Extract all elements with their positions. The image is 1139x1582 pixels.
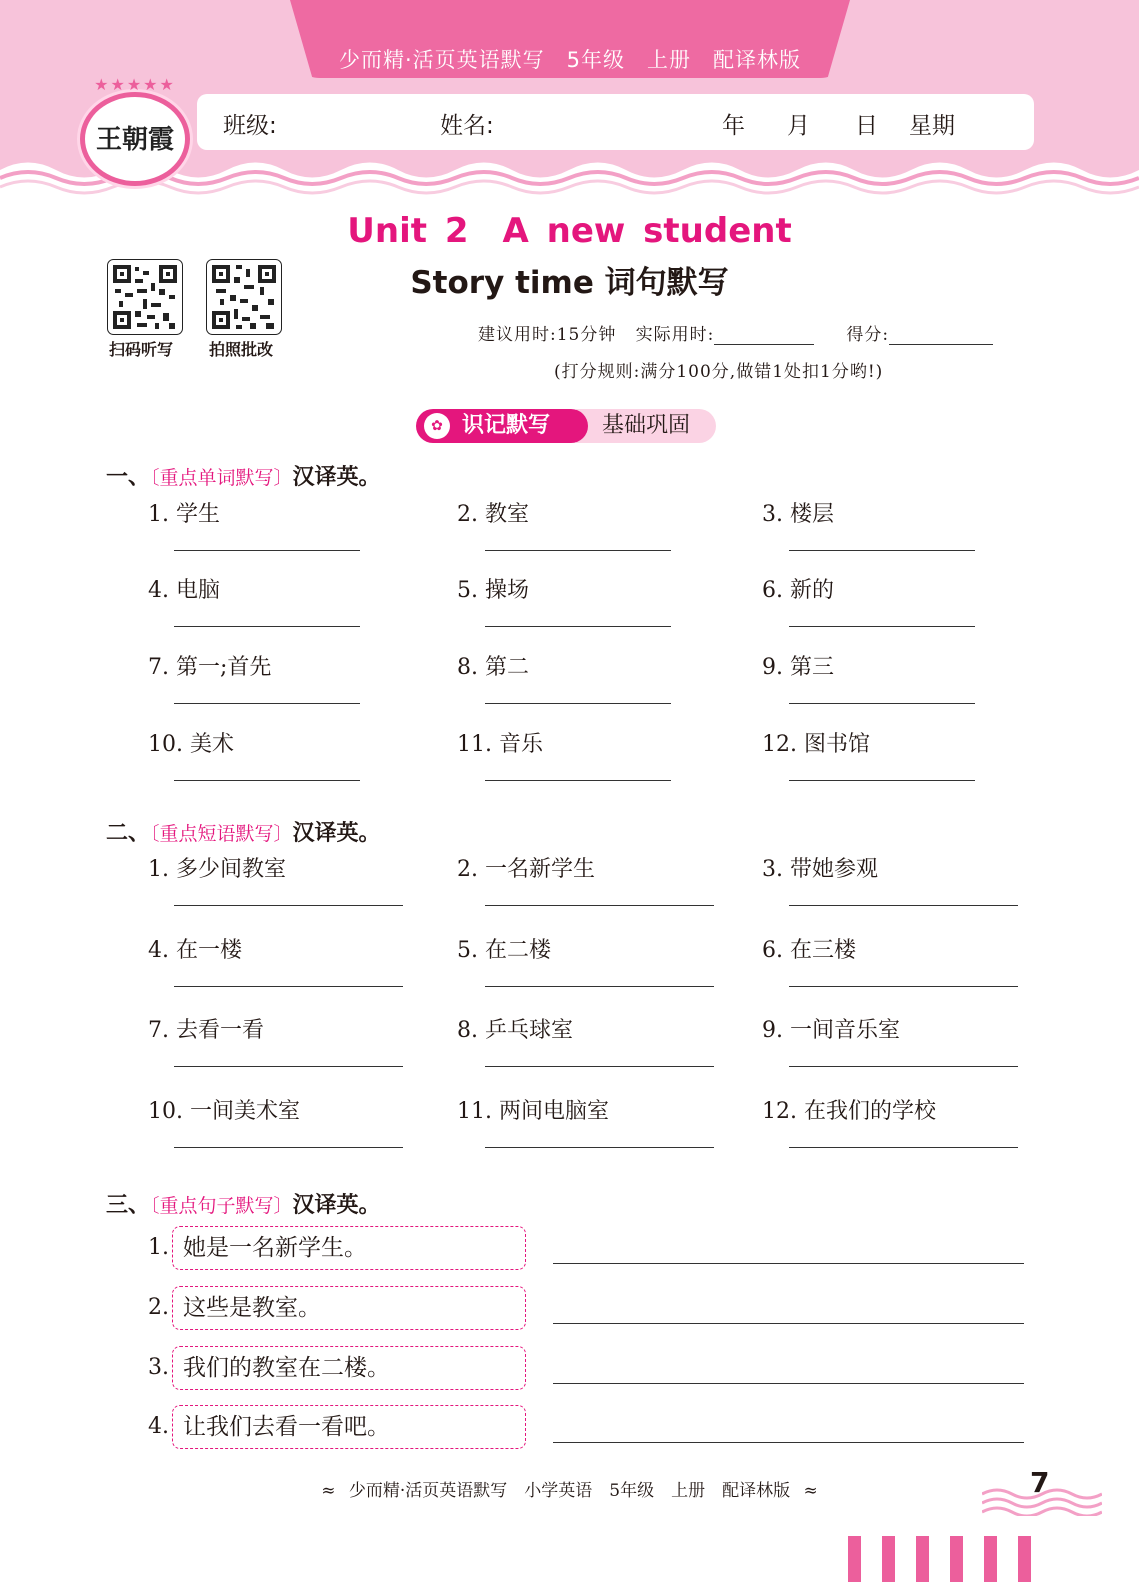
exercise-item: 12. 图书馆 bbox=[762, 732, 870, 757]
footer-stripe bbox=[950, 1536, 963, 1582]
answer-line[interactable] bbox=[174, 1066, 403, 1067]
footer-stripe bbox=[882, 1536, 895, 1582]
sentence-prompt: 这些是教室。 bbox=[172, 1286, 526, 1330]
medal-icon: ✿ bbox=[424, 413, 450, 439]
answer-line[interactable] bbox=[789, 1147, 1018, 1148]
answer-line[interactable] bbox=[485, 1147, 714, 1148]
sentence-answer-line[interactable] bbox=[553, 1263, 1024, 1264]
header-title: 少而精·活页英语默写 5年级 上册 配译林版 bbox=[338, 48, 802, 72]
answer-line[interactable] bbox=[789, 550, 975, 551]
exercise-item: 5. 在二楼 bbox=[457, 938, 551, 963]
exercise-item: 1. 学生 bbox=[148, 502, 220, 527]
answer-line[interactable] bbox=[174, 626, 360, 627]
exercise-item: 3. 带她参观 bbox=[762, 857, 878, 882]
name-label: 姓名: bbox=[440, 113, 494, 139]
exercise-item: 9. 一间音乐室 bbox=[762, 1018, 900, 1043]
score-field[interactable] bbox=[889, 326, 993, 345]
score-label: 得分: bbox=[846, 325, 890, 345]
answer-line[interactable] bbox=[485, 626, 671, 627]
section-title-words: 一、〔重点单词默写〕汉译英。 bbox=[106, 465, 381, 490]
exercise-item: 4. 电脑 bbox=[148, 578, 220, 603]
logo-stars-icon: ★★★★★ bbox=[94, 75, 176, 94]
answer-line[interactable] bbox=[789, 626, 975, 627]
brand-logo bbox=[80, 75, 190, 186]
answer-line[interactable] bbox=[174, 905, 403, 906]
footer-stripe bbox=[984, 1536, 997, 1582]
day-label: 日 bbox=[855, 113, 878, 139]
section-title-sentences: 三、〔重点句子默写〕汉译英。 bbox=[106, 1193, 381, 1218]
suggested-time: 建议用时:15分钟 bbox=[478, 325, 617, 345]
timing-line bbox=[478, 320, 993, 345]
photo-label: 拍照批改 bbox=[209, 340, 274, 359]
listen-label: 扫码听写 bbox=[109, 340, 174, 359]
actual-time-label: 实际用时: bbox=[635, 325, 715, 345]
qr-code-photo-icon[interactable] bbox=[206, 259, 282, 335]
footer-stripe bbox=[916, 1536, 929, 1582]
sentence-prompt: 让我们去看一看吧。 bbox=[172, 1405, 526, 1449]
footer-stripe bbox=[848, 1536, 861, 1582]
answer-line[interactable] bbox=[174, 703, 360, 704]
answer-line[interactable] bbox=[789, 1066, 1018, 1067]
answer-line[interactable] bbox=[789, 703, 975, 704]
exercise-item: 6. 在三楼 bbox=[762, 938, 856, 963]
exercise-item: 7. 第一;首先 bbox=[148, 655, 272, 680]
answer-line[interactable] bbox=[485, 550, 671, 551]
exercise-item: 5. 操场 bbox=[457, 578, 529, 603]
exercise-item: 8. 乒乓球室 bbox=[457, 1018, 573, 1043]
exercise-item: 6. 新的 bbox=[762, 578, 834, 603]
answer-line[interactable] bbox=[485, 1066, 714, 1067]
actual-time-field[interactable] bbox=[714, 326, 814, 345]
qr-code-listen-icon[interactable] bbox=[107, 259, 183, 335]
footer-text: ≈ 少而精·活页英语默写 小学英语 5年级 上册 配译林版 ≈ bbox=[321, 1481, 818, 1501]
exercise-item: 10. 一间美术室 bbox=[148, 1099, 300, 1124]
exercise-item: 10. 美术 bbox=[148, 732, 234, 757]
sentence-answer-line[interactable] bbox=[553, 1383, 1024, 1384]
sentence-answer-line[interactable] bbox=[553, 1442, 1024, 1443]
exercise-item: 11. 音乐 bbox=[457, 732, 543, 757]
answer-line[interactable] bbox=[174, 780, 360, 781]
sentence-prompt: 她是一名新学生。 bbox=[172, 1226, 526, 1270]
answer-line[interactable] bbox=[485, 780, 671, 781]
sentence-prompt: 我们的教室在二楼。 bbox=[172, 1346, 526, 1390]
scoring-rule: (打分规则:满分100分,做错1处扣1分哟!) bbox=[554, 362, 884, 382]
answer-line[interactable] bbox=[789, 986, 1018, 987]
sentence-number: 2. bbox=[148, 1295, 169, 1320]
sentence-number: 1. bbox=[148, 1235, 169, 1260]
answer-line[interactable] bbox=[174, 1147, 403, 1148]
exercise-item: 7. 去看一看 bbox=[148, 1018, 264, 1043]
exercise-item: 1. 多少间教室 bbox=[148, 857, 286, 882]
exercise-item: 9. 第三 bbox=[762, 655, 834, 680]
answer-line[interactable] bbox=[485, 986, 714, 987]
exercise-item: 2. 一名新学生 bbox=[457, 857, 595, 882]
sentence-number: 4. bbox=[148, 1414, 169, 1439]
badge-sub: 基础巩固 bbox=[576, 409, 716, 443]
exercise-item: 3. 楼层 bbox=[762, 502, 834, 527]
answer-line[interactable] bbox=[174, 986, 403, 987]
section-subtitle: Story time 词句默写 bbox=[410, 265, 729, 301]
week-label: 星期 bbox=[909, 113, 955, 139]
exercise-item: 2. 教室 bbox=[457, 502, 529, 527]
class-label: 班级: bbox=[223, 113, 277, 139]
student-info-bar bbox=[197, 94, 1034, 150]
section-title-phrases: 二、〔重点短语默写〕汉译英。 bbox=[106, 821, 381, 846]
exercise-item: 8. 第二 bbox=[457, 655, 529, 680]
answer-line[interactable] bbox=[485, 703, 671, 704]
badge-main: ✿ 识记默写 bbox=[416, 409, 588, 443]
exercise-item: 12. 在我们的学校 bbox=[762, 1099, 936, 1124]
answer-line[interactable] bbox=[174, 550, 360, 551]
answer-line[interactable] bbox=[485, 905, 714, 906]
logo-text: 王朝霞 bbox=[95, 125, 174, 155]
page-number: 7 bbox=[1030, 1466, 1050, 1499]
sentence-number: 3. bbox=[148, 1355, 169, 1380]
footer-stripe bbox=[1018, 1536, 1031, 1582]
answer-line[interactable] bbox=[789, 780, 975, 781]
month-label: 月 bbox=[787, 113, 810, 139]
sentence-answer-line[interactable] bbox=[553, 1323, 1024, 1324]
unit-title: Unit 2 A new student bbox=[347, 211, 792, 251]
exercise-item: 11. 两间电脑室 bbox=[457, 1099, 609, 1124]
answer-line[interactable] bbox=[789, 905, 1018, 906]
year-label: 年 bbox=[722, 113, 745, 139]
exercise-item: 4. 在一楼 bbox=[148, 938, 242, 963]
